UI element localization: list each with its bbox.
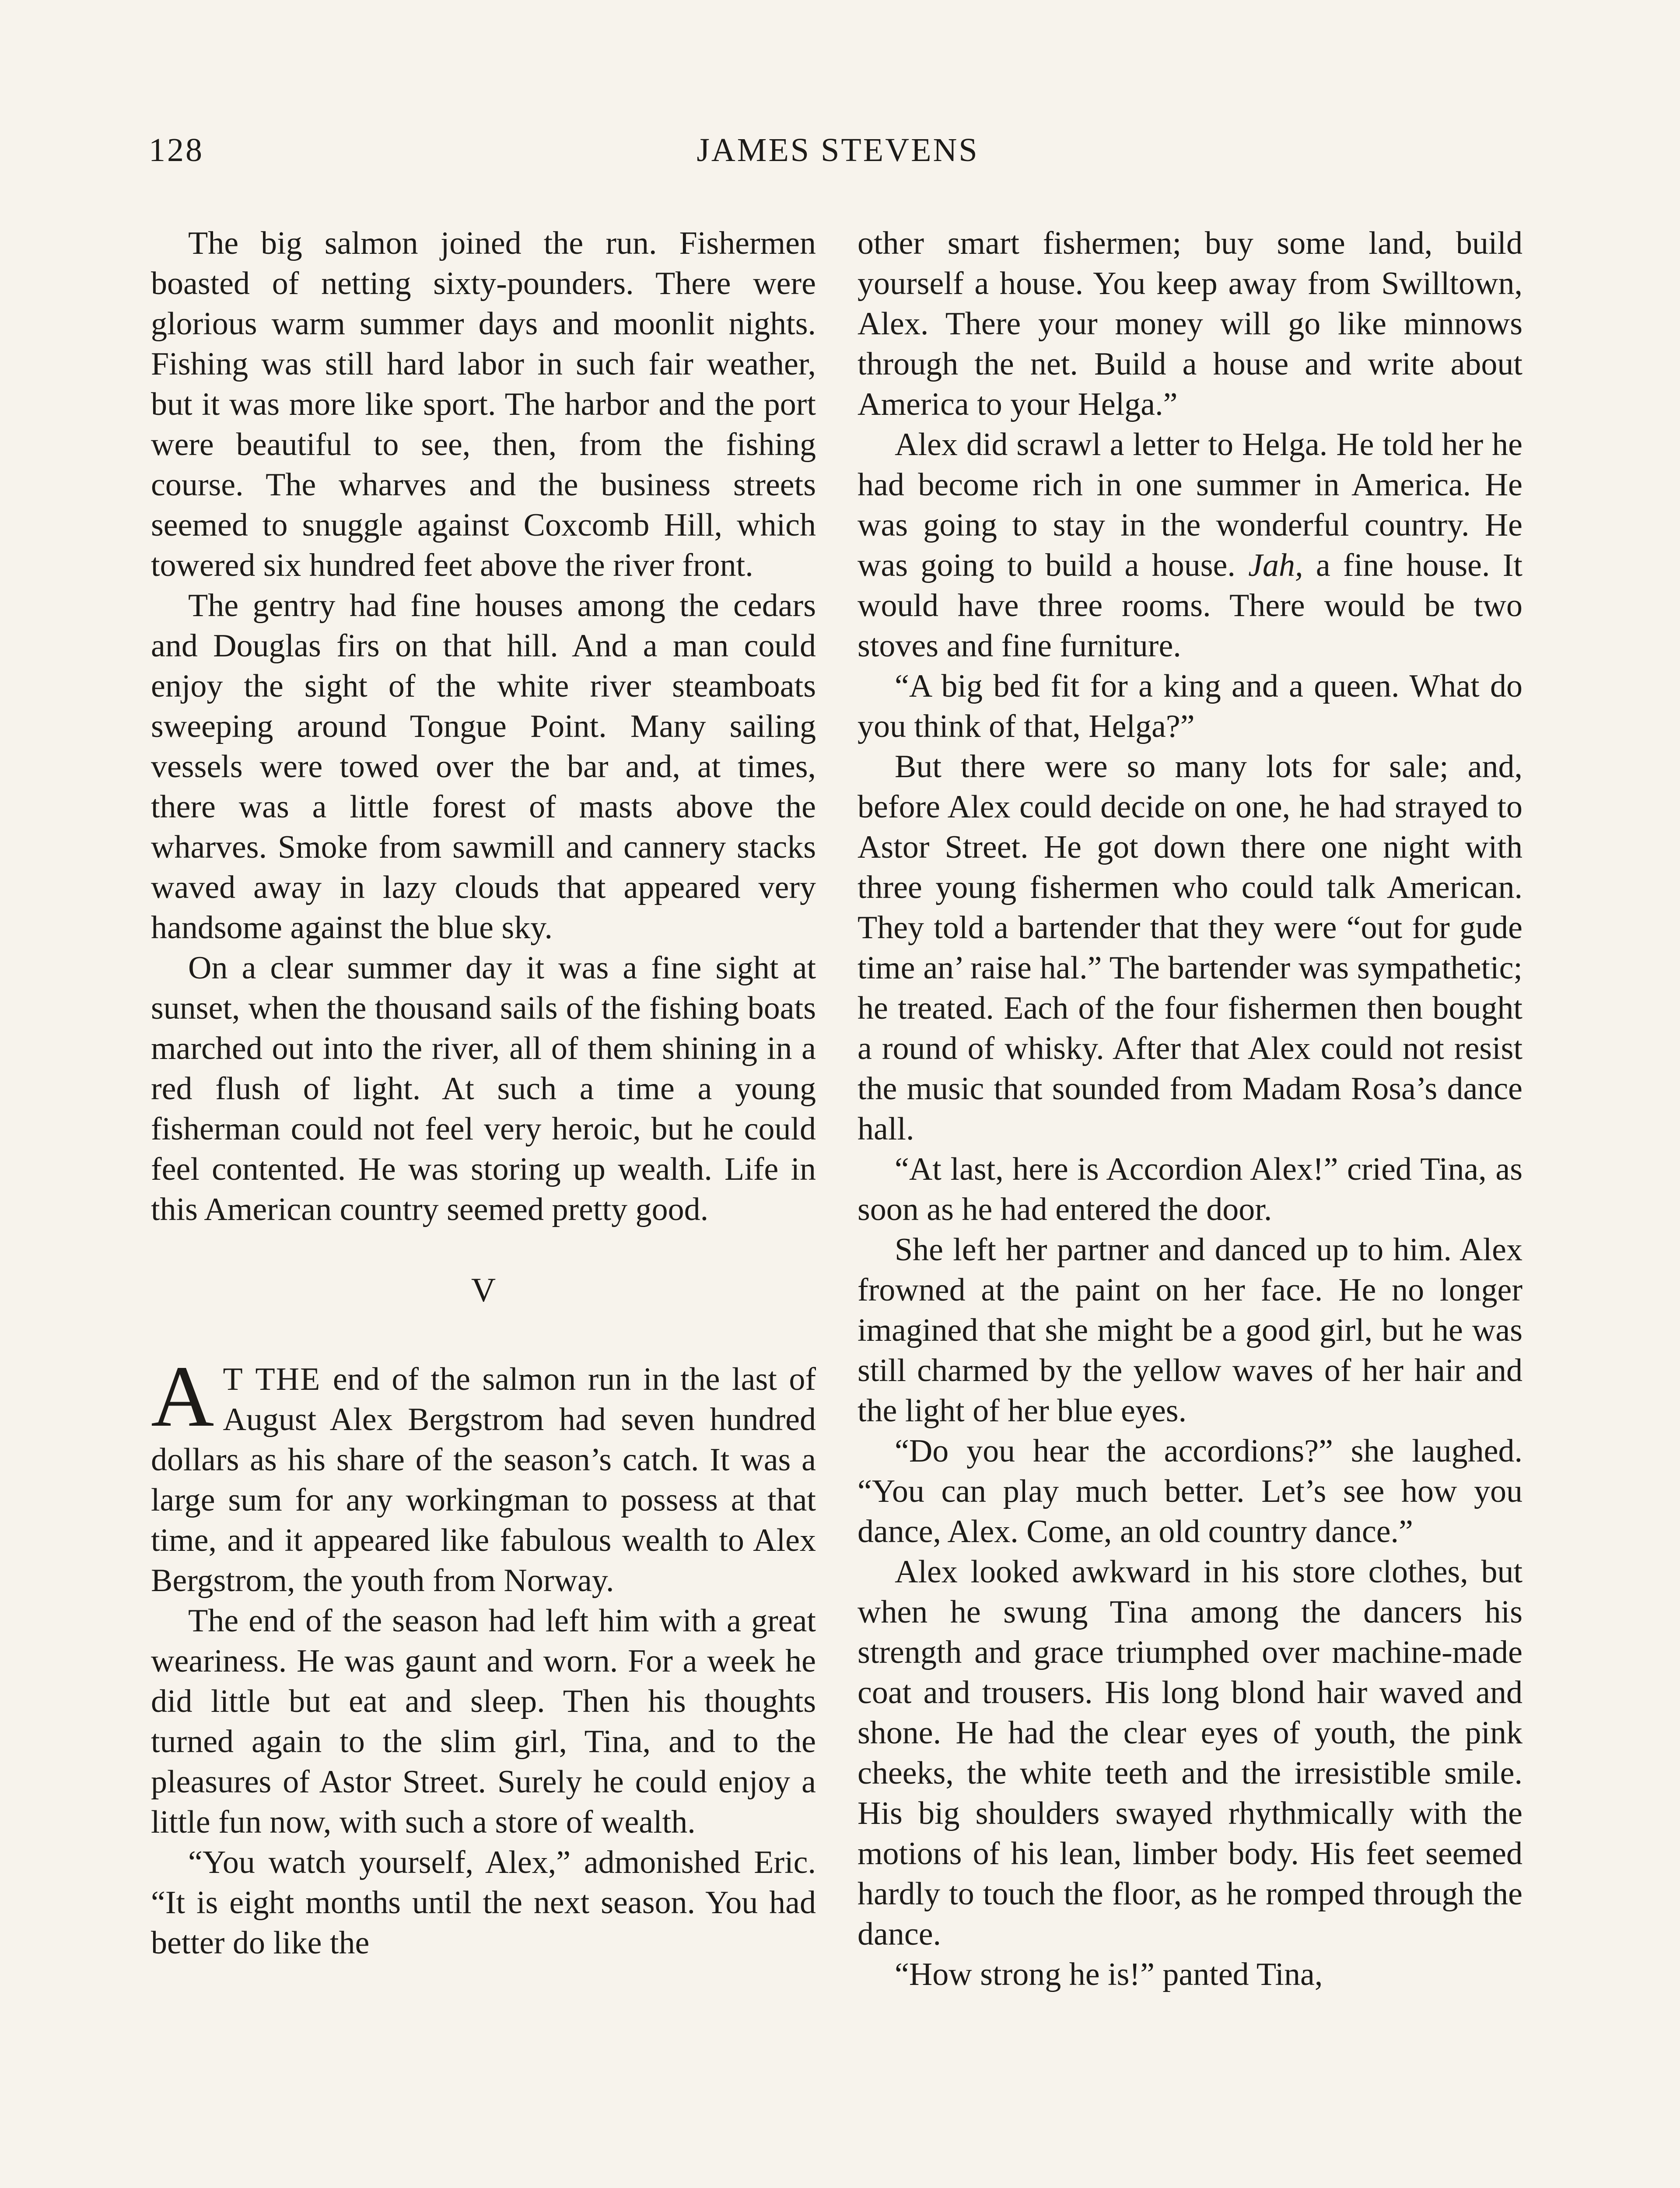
paragraph-text: Alex did scrawl a letter to Helga. He told her he had become rich in one summer in America. He was going to stay in the wonderful country. He was going to build a house. [858,427,1522,583]
paragraph: On a clear summer day it was a fine sight at sunset, when the thousand sails of the fishing boats marched out into the river, all of them shining in a red flush of light. At such a time a young fisherman could not feel very heroic, but he could feel contented. He was storing up wealth. Life in this American country seemed pretty good. [151,950,816,1227]
paragraph-text: a fine house. It would have three rooms. There would be two stoves and fine furniture. [858,547,1522,664]
paragraph-continued: other smart fishermen; buy some land, build yourself a house. You keep away from Swilltown, Alex. There your money will go like minnows through the net. Build a house and write about America to your Helga.” [858,225,1522,422]
paragraph-text: end of the salmon run in the last of August Alex Bergstrom had seven hundred dollars as his share of the season’s catch. It was a large sum for any workingman to possess at that time, and it appeared like fabulous wealth to Alex Bergstrom, the youth from Norway. [151,1361,816,1599]
paragraph: She left her partner and danced up to him. Alex frowned at the paint on her face. He no longer imagined that she might be a good girl, but he was still charmed by the yellow waves of her hair and the light of her blue eyes. [858,1232,1522,1429]
paragraph: “At last, here is Accordion Alex!” cried Tina, as soon as he had entered the door. [858,1151,1522,1227]
paragraph [858,424,1522,666]
right-column [858,223,1522,1995]
running-head [149,131,1527,184]
section-opening-paragraph [151,1348,816,1601]
left-column [151,223,816,1963]
drop-cap: A [151,1348,214,1445]
page-number: 128 [149,132,204,168]
lead-in-caps: T THE [223,1361,321,1397]
paragraph: Alex looked awkward in his store clothes, but when he swung Tina among the dancers his strength and grace triumphed over machine-made coat and trousers. His long blond hair waved and shone. He had the clear eyes of youth, the pink cheeks, the white teeth and the irresistible smile. His big shoulders swayed rhythmically with the motions of his lean, limber body. His feet seemed hardly to touch the floor, as he romped through the dance. [858,1554,1522,1952]
paragraph: “Do you hear the accordions?” she laughed. “You can play much better. Let’s see how you dance, Alex. Come, an old country dance.” [858,1433,1522,1550]
paragraph: The end of the season had left him with a great weariness. He was gaunt and worn. For a week he did little but eat and sleep. Then his thoughts turned again to the slim girl, Tina, and to the pleasures of Astor Street. Surely he could enjoy a little fun now, with such a store of wealth. [151,1603,816,1840]
running-head-author: JAMES STEVENS [696,132,979,168]
paragraph: The gentry had fine houses among the cedars and Douglas firs on that hill. And a man could enjoy the sight of the white river steamboats sweeping around Tongue Point. Many sailing vessels were towed over the bar and, at times, there was a little forest of masts above the wharves. Smoke from sawmill and cannery stacks waved away in lazy clouds that appeared very handsome against the blue sky. [151,588,816,946]
paragraph: “How strong he is!” panted Tina, [895,1957,1323,1992]
paragraph: The big salmon joined the run. Fishermen boasted of netting sixty-pounders. There were glorious warm summer days and moonlit nights. Fishing was still hard labor in such fair weather, but it was more like sport. The harbor and the port were beautiful to see, then, from the fishing course. The wharves and the business streets seemed to snuggle against Coxcomb Hill, which towered six hundred feet above the river front. [151,225,816,583]
paragraph: But there were so many lots for sale; and, before Alex could decide on one, he had strayed to Astor Street. He got down there one night with three young fishermen who could talk American. They told a bartender that they were “out for gude time an’ raise hal.” The bartender was sympathetic; he treated. Each of the four fishermen then bought a round of whisky. After that Alex could not resist the music that sounded from Madam Rosa’s dance hall. [858,749,1522,1147]
paragraph: “You watch yourself, Alex,” admonished Eric. “It is eight months until the next season. You had better do like the [151,1844,816,1961]
paragraph: “A big bed fit for a king and a queen. What do you think of that, Helga?” [858,668,1522,744]
italic-word: Jah, [1248,547,1303,583]
section-number: V [471,1271,496,1309]
